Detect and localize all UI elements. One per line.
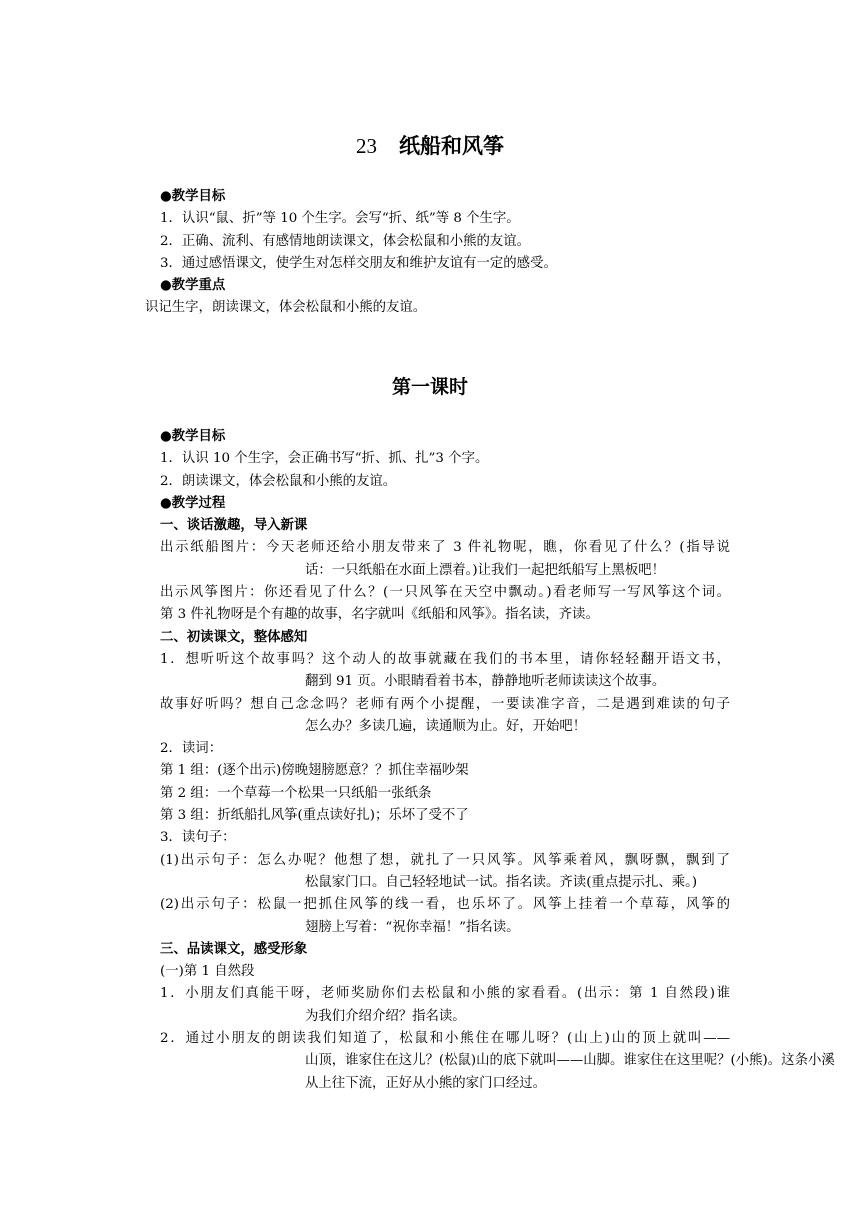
text-line: 怎么办？多读几遍，读通顺为止。好，开始吧！ xyxy=(305,718,587,734)
period-title: 第一课时 xyxy=(391,376,468,398)
text-line: 2．通过小朋友的朗读我们知道了，松鼠和小熊住在哪儿呀？(山上)山的顶上就叫—— xyxy=(160,1031,730,1047)
text-line: 第 3 件礼物呀是个有趣的故事，名字就叫《纸船和风筝》。指名读，齐读。 xyxy=(160,607,599,623)
text-line: 第 3 组：折纸船扎风筝(重点读好扎)；乐坏了受不了 xyxy=(160,808,469,824)
section-heading: ●教学目标 xyxy=(160,189,226,204)
section-heading: 三、品读课文，感受形象 xyxy=(160,941,308,957)
text-line: 出示风筝图片：你还看见了什么？(一只风筝在天空中飘动。)看老师写一写风筝这个词。 xyxy=(160,585,730,601)
text-line: 话：一只纸船在水面上漂着。)让我们一起把纸船写上黑板吧！ xyxy=(305,562,666,578)
lesson-title-text: 纸船和风筝 xyxy=(399,134,504,158)
text-line: 故事好听吗？想自己念念吗？老师有两个小提醒，一要读准字音，二是遇到难读的句子 xyxy=(160,696,730,712)
objectives-section xyxy=(145,186,730,320)
lesson-number: 23 xyxy=(356,134,377,158)
text-line: 出示纸船图片：今天老师还给小朋友带来了 3 件礼物呢，瞧，你看见了什么？(指导说 xyxy=(160,540,730,556)
text-line: 3．通过感悟课文，使学生对怎样交朋友和维护友谊有一定的感受。 xyxy=(160,255,557,271)
text-line: 为我们介绍介绍？指名读。 xyxy=(305,1008,466,1024)
section-heading: ●教学过程 xyxy=(160,495,226,511)
text-line: 1．想听听这个故事吗？这个动人的故事就藏在我们的书本里，请你轻轻翻开语文书， xyxy=(160,651,730,667)
text-line: 从上往下流，正好从小熊的家门口经过。 xyxy=(305,1075,547,1091)
text-line: 2．朗读课文，体会松鼠和小熊的友谊。 xyxy=(160,473,397,489)
text-line: 1．认识“鼠、折”等 10 个生字。会写“折、纸”等 8 个生字。 xyxy=(160,211,520,227)
text-line: 松鼠家门口。自己轻轻地试一试。指名读。齐读(重点提示扎、乘。) xyxy=(305,874,698,890)
first-period-section xyxy=(160,426,835,1095)
text-line: 1．小朋友们真能干呀，老师奖励你们去松鼠和小熊的家看看。(出示：第 1 自然段)谁 xyxy=(160,986,730,1002)
text-line: 3．读句子： xyxy=(160,830,236,846)
section-heading: 二、初读课文，整体感知 xyxy=(160,629,308,645)
text-line: 2．读词： xyxy=(160,741,223,757)
section-heading: 一、谈话激趣，导入新课 xyxy=(160,518,308,534)
text-line: 识记生字，朗读课文，体会松鼠和小熊的友谊。 xyxy=(145,300,427,316)
text-line: (一)第 1 自然段 xyxy=(160,964,255,980)
text-line: (1)出示句子：怎么办呢？他想了想，就扎了一只风筝。风筝乘着风，飘呀飘，飘到了 xyxy=(160,852,730,868)
lesson-title xyxy=(160,132,700,160)
text-line: 第 1 组：(逐个出示)傍晚翅膀愿意？？抓住幸福吵架 xyxy=(160,763,469,779)
text-line: 山顶，谁家住在这儿？(松鼠)山的底下就叫——山脚。谁家住在这里呢？(小熊)。这条小溪 xyxy=(305,1053,835,1069)
section-heading: ●教学目标 xyxy=(160,429,226,444)
section-heading: ●教学重点 xyxy=(160,278,226,294)
text-line: 1．认识 10 个生字，会正确书写“折、抓、扎”3 个字。 xyxy=(160,451,489,467)
text-line: 翅膀上写着：“祝你幸福！”指名读。 xyxy=(305,919,520,935)
text-line: 第 2 组：一个草莓一个松果一只纸船一张纸条 xyxy=(160,785,432,801)
text-line: (2)出示句子：松鼠一把抓住风筝的线一看，也乐坏了。风筝上挂着一个草莓，风筝的 xyxy=(160,897,730,913)
text-line: 翻到 91 页。小眼睛看着书本，静静地听老师读读这个故事。 xyxy=(305,674,666,690)
text-line: 2．正确、流利、有感情地朗读课文，体会松鼠和小熊的友谊。 xyxy=(160,233,531,249)
